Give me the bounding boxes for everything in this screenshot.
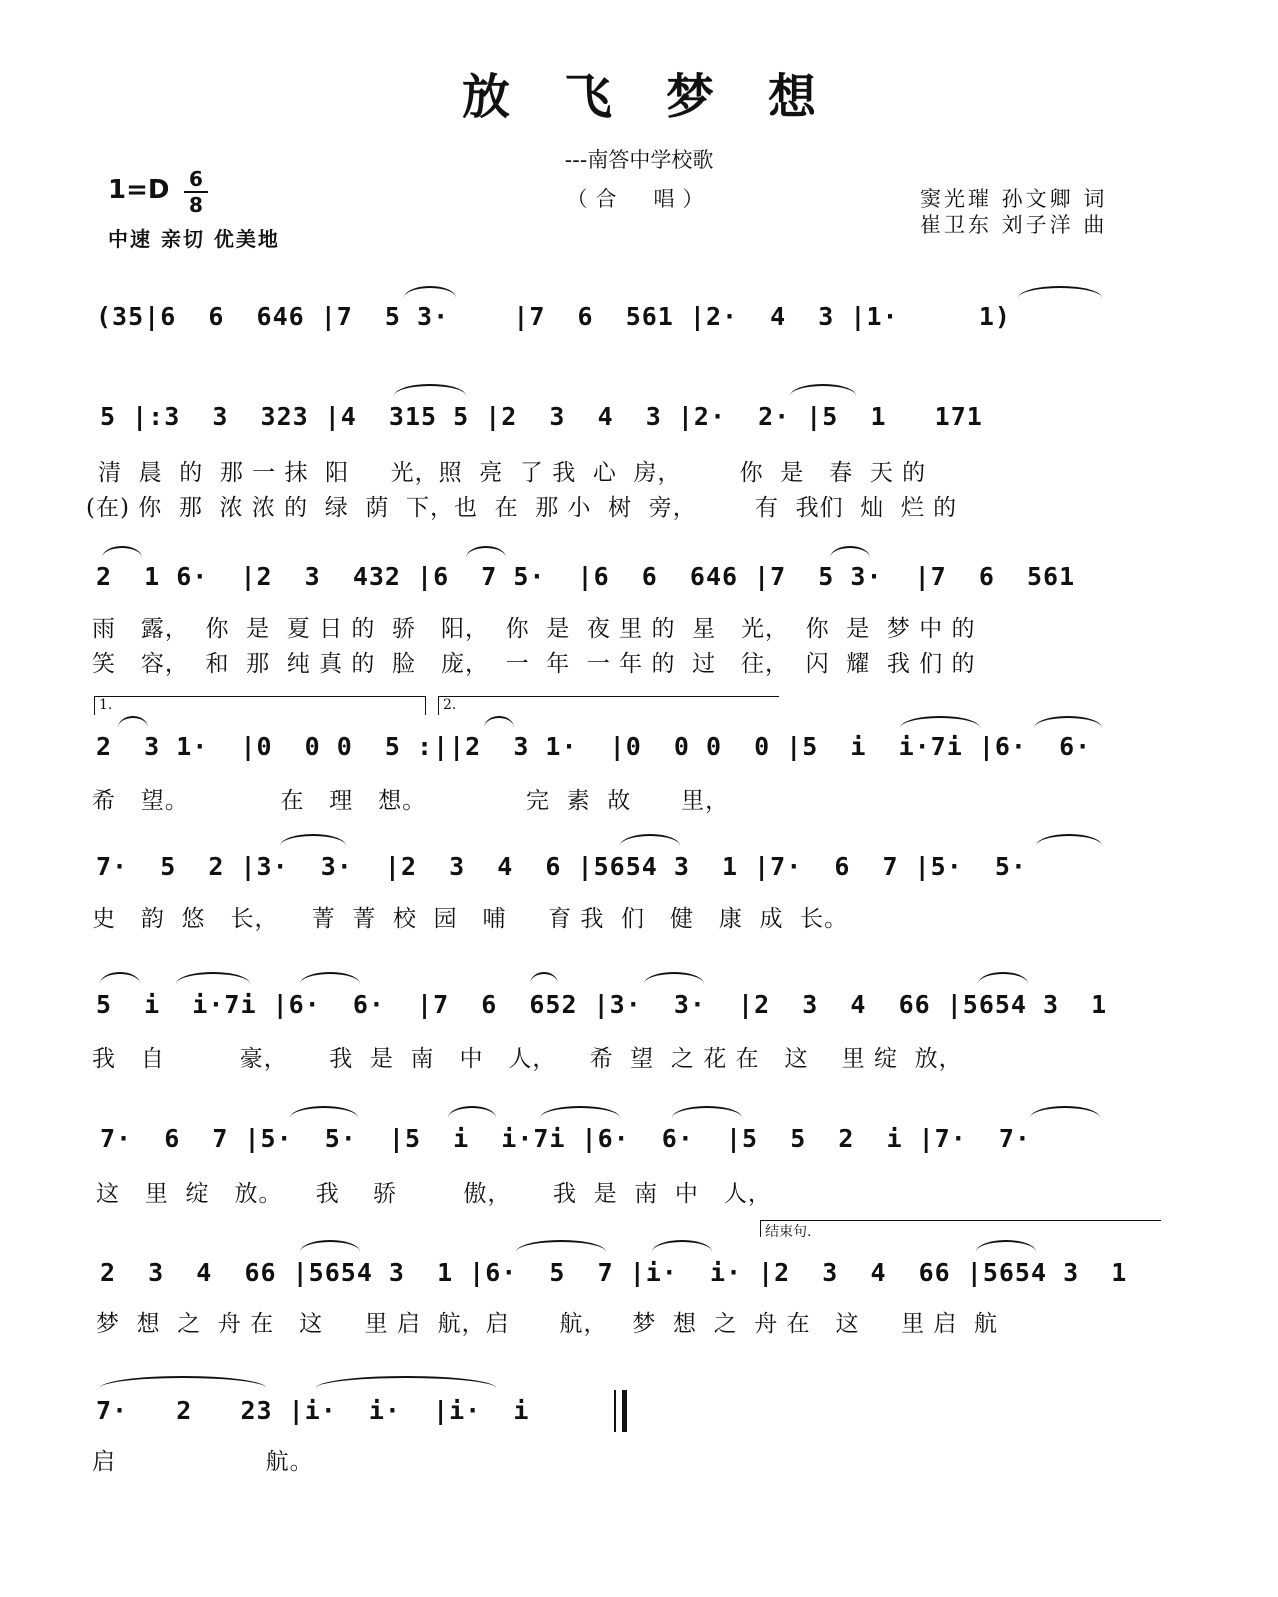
slur [978,972,1028,984]
slur [1034,716,1102,728]
score-line-3-notes: 2 1 6· |2 3 432 |6 7 5· |6 6 646 |7 5 3· |7 6 561 [96,562,1076,591]
slur [118,716,148,728]
slur [976,1240,1036,1252]
slur [316,1376,496,1388]
score-line-7-lyrics: 这 里 绽 放。 我 骄 傲， 我 是 南 中 人， [96,1181,772,1207]
slur [300,1240,360,1252]
volta-first-ending: 1. [94,696,426,715]
slur [100,1376,266,1388]
score-line-6-notes: 5 i i·7i |6· 6· |7 6 652 |3· 3· |2 3 4 66 |5654 3 1 [96,990,1108,1019]
score-line-7-notes: 7· 6 7 |5· 5· |5 i i·7i |6· 6· |5 5 2 i |7· 7· [100,1124,1031,1153]
time-signature [182,168,210,216]
performance-mode: （合 唱） [566,187,712,211]
score-line-2-lyrics-verse1: 清 晨 的 那 一 抹 阳 光，照 亮 了 我 心 房， 你 是 春 天 的 [98,460,927,486]
slur [102,546,142,558]
slur [1018,286,1102,298]
final-barline-thin [614,1390,616,1432]
song-subtitle: ---南答中学校歌 [564,148,714,172]
slur [484,716,514,728]
slur [394,384,466,396]
slur [620,834,680,846]
slur [1036,834,1102,846]
slur [644,972,704,984]
score-line-8-notes: 2 3 4 66 |5654 3 1 |6· 5 7 |i· i· |2 3 4 66 |5654 3 1 [100,1258,1128,1287]
slur [290,1106,358,1118]
score-line-2-lyrics-verse2: (在) 你 那 浓 浓 的 绿 荫 下，也 在 那 小 树 旁， 有 我们 灿 烂 的 [86,495,958,521]
final-barline [622,1390,627,1432]
composer-credit: 崔卫东 刘子洋 曲 [920,213,1108,237]
score-line-2-notes: 5 |:3 3 323 |4 315 5 |2 3 4 3 |2· 2· |5 1 171 [100,402,983,431]
slur [790,384,856,396]
slur [652,1240,712,1252]
score-line-3-lyrics-verse2: 笑 容， 和 那 纯 真 的 脸 庞， 一 年 一 年 的 过 往， 闪 耀 我 们 的 [92,651,976,677]
slur [672,1106,742,1118]
slur [466,546,506,558]
score-line-8-lyrics: 梦 想 之 舟 在 这 里 启 航，启 航， 梦 想 之 舟 在 这 里 启 航 [96,1311,998,1337]
score-line-5-notes: 7· 5 2 |3· 3· |2 3 4 6 |5654 3 1 |7· 6 7 |5· 5· [96,852,1027,881]
score-line-9-notes: 7· 2 23 |i· i· |i· i [96,1396,530,1425]
slur [830,546,870,558]
lyricist-credit: 窦光璀 孙文卿 词 [920,187,1108,211]
slur [900,716,980,728]
score-line-4-lyrics: 希 望。 在 理 想。 完 素 故 里， [92,788,730,814]
slur [176,972,250,984]
score-line-1-notes: (35|6 6 646 |7 5 3· |7 6 561 |2· 4 3 |1· 1) [96,302,1011,331]
slur [448,1106,496,1118]
slur [530,972,558,984]
score-line-4-notes: 2 3 1· |0 0 0 5 :||2 3 1· |0 0 0 0 |5 i i·7i |6· 6· [96,732,1092,761]
score-line-3-lyrics-verse1: 雨 露， 你 是 夏 日 的 骄 阳， 你 是 夜 里 的 星 光， 你 是 梦 中 的 [92,616,976,642]
slur [1030,1106,1100,1118]
slur [516,1240,606,1252]
tempo-marking: 中速 亲切 优美地 [108,227,280,251]
score-line-9-lyrics: 启 航。 [92,1449,314,1475]
score-line-5-lyrics: 史 韵 悠 长， 菁 菁 校 园 哺 育 我 们 健 康 成 长。 [92,906,849,932]
volta-second-ending: 2. [438,696,779,715]
key-signature: 1=D [108,175,170,205]
slur [300,972,360,984]
slur [404,286,456,298]
ending-phrase-label: 结束句. [760,1220,1161,1237]
score-line-6-lyrics: 我 自 豪， 我 是 南 中 人， 希 望 之 花 在 这 里 绽 放， [92,1046,963,1072]
meter-bottom: 8 [189,193,203,217]
meter-top: 6 [189,167,203,191]
slur [280,834,346,846]
song-title: 放飞梦想 [461,69,870,125]
slur [540,1106,620,1118]
slur [100,972,140,984]
